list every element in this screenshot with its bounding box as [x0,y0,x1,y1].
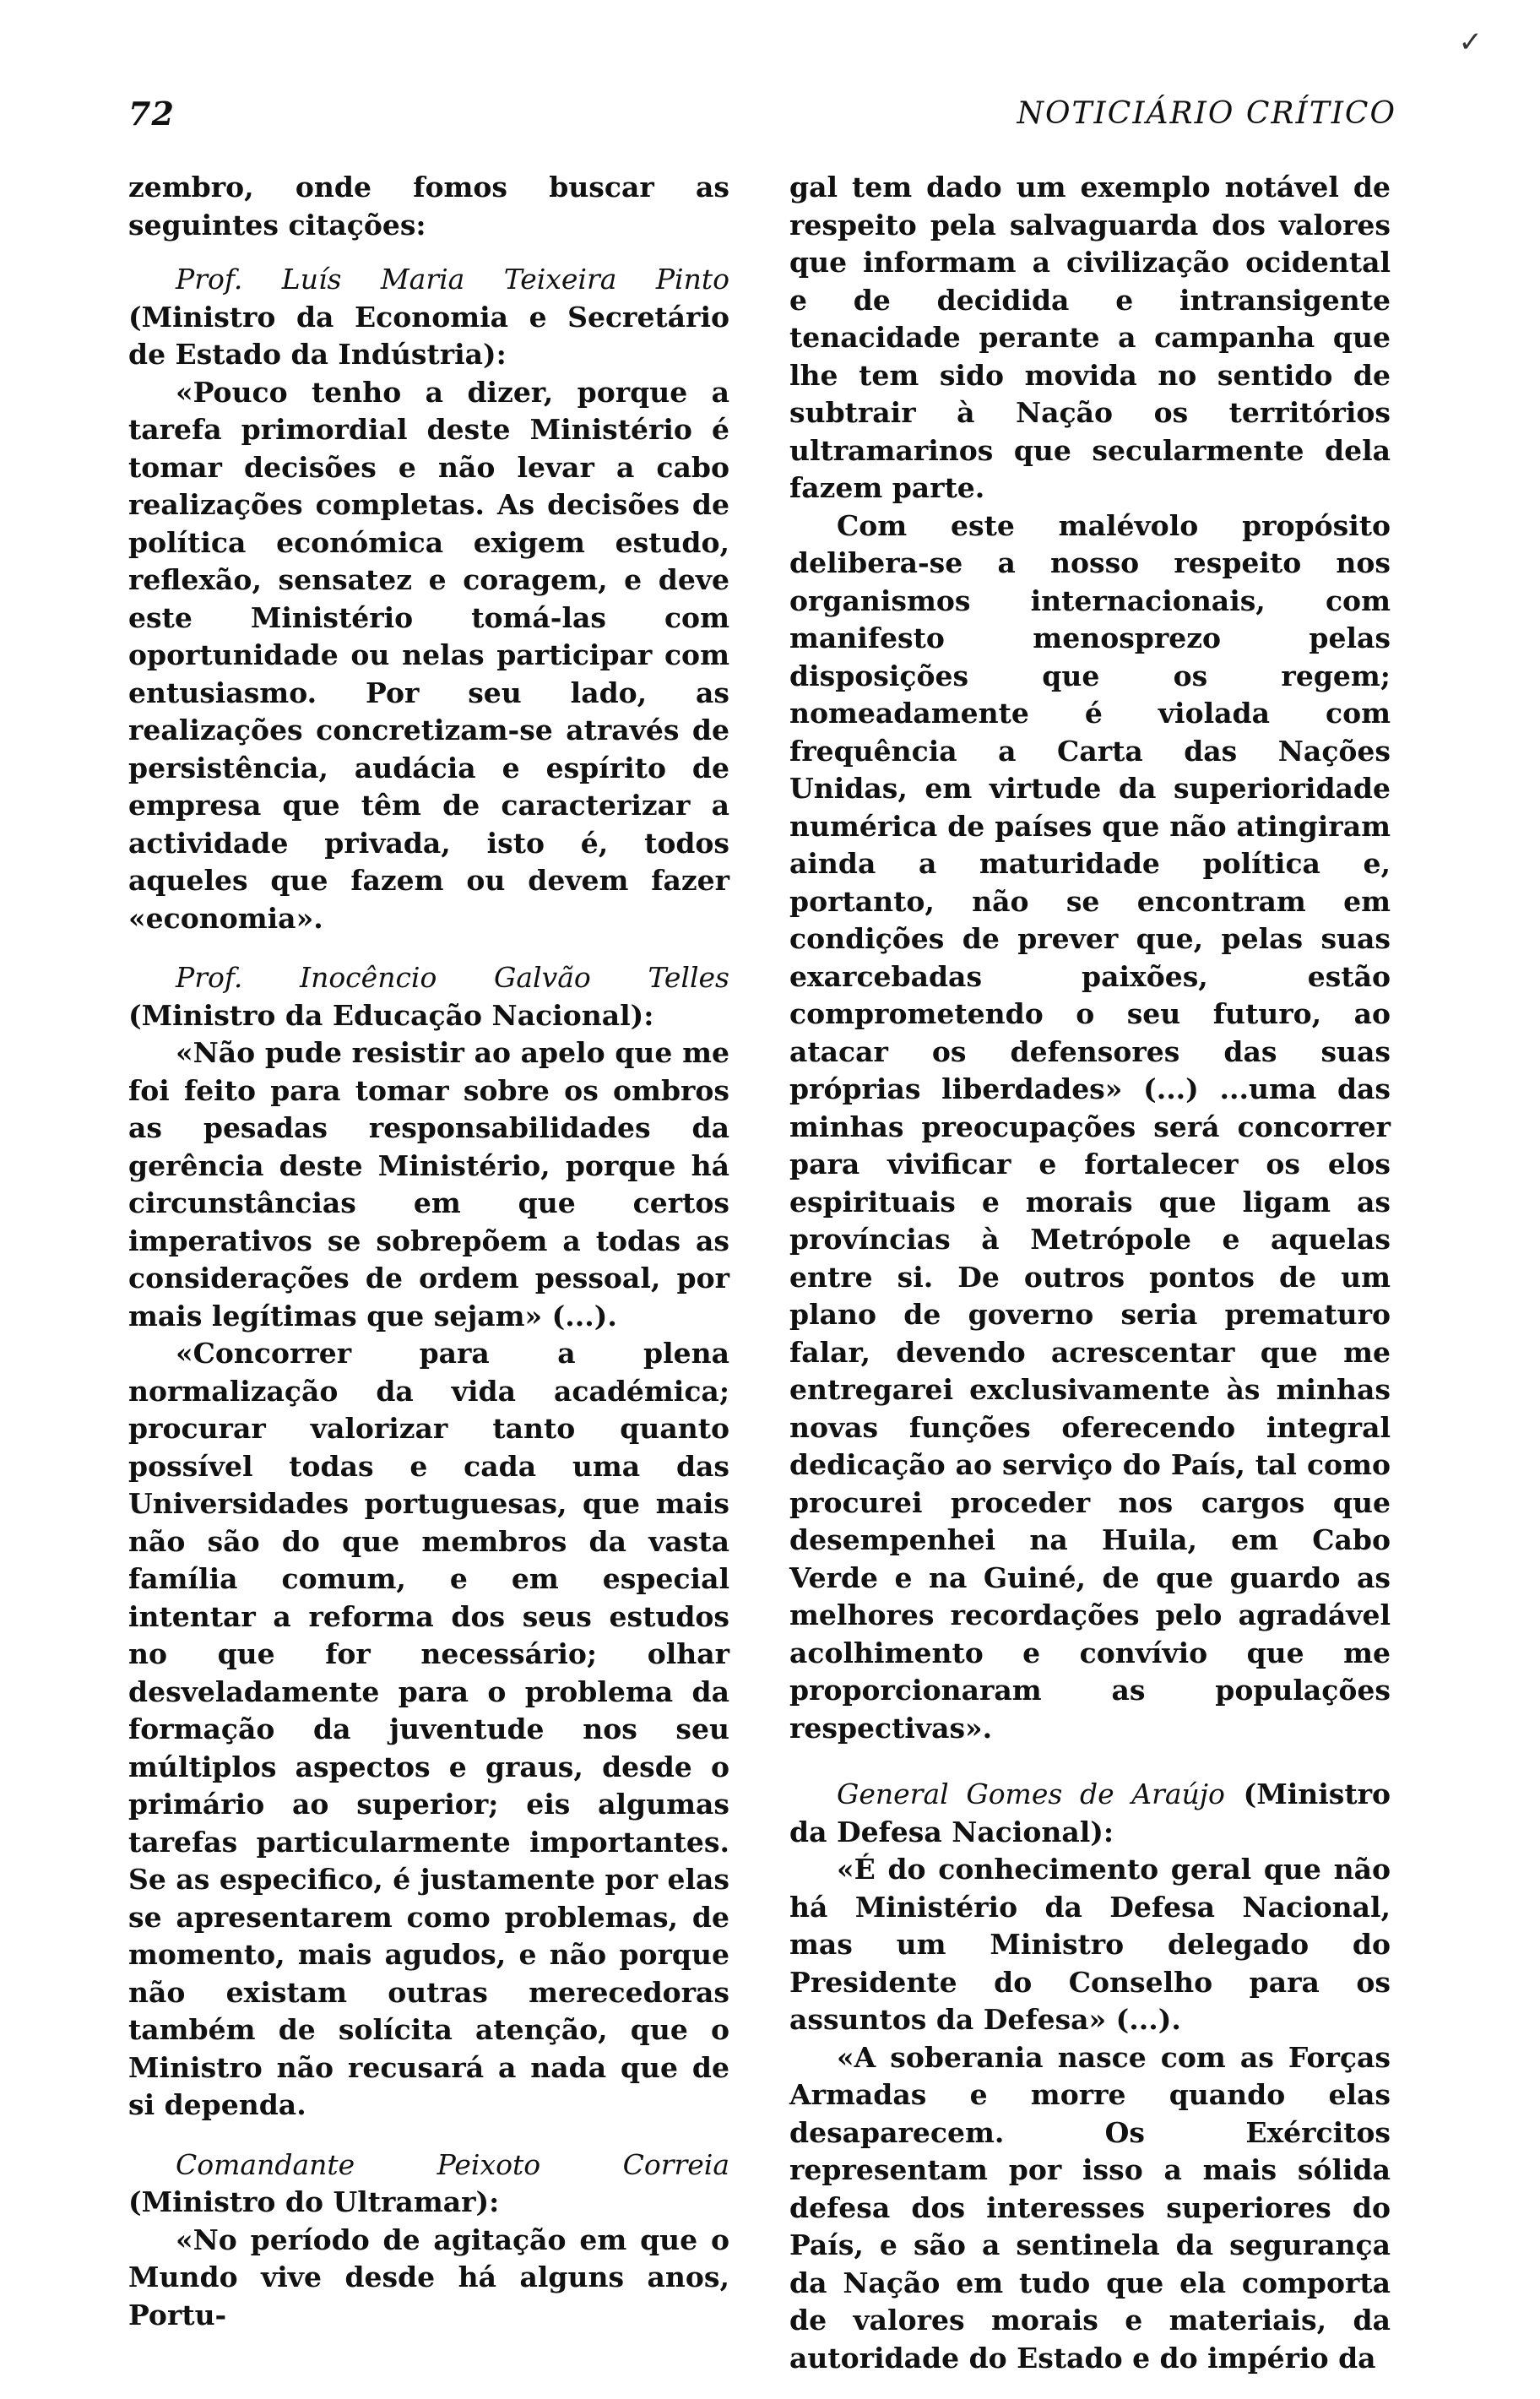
page-number: 72 [128,95,175,133]
speaker-name: General Gomes de Araújo [837,1778,1225,1810]
quote-paragraph: «Concorrer para a plena normalização da vida académica; procurar valorizar tanto quanto possível todas e cada uma das Universidades portuguesas, que mais não são do que membros da vasta família comum, e em especial intentar a reforma dos seus estudos no que for necessário; olhar desveladamente para o problema da formação da juventude nos seu múltiplos aspectos e graus, desde o primário ao superior; eis algumas tarefas particularmente importantes. Se as especifico, é justamente por elas se apresentarem como problemas, de momento, mais agudos, e não porque não existam outras merecedoras também de solícita atenção, que o Ministro não recusará a nada que de si dependa. [128,1337,729,2121]
speaker-name: Comandante Peixoto Correia [176,2147,729,2181]
speaker-heading [128,2147,729,2222]
intro-paragraph: zembro, onde fomos buscar as seguintes citações: [128,171,729,242]
speaker-role: (Ministro da Economia e Secretário de Estado da Indústria): [128,300,729,371]
entry-peixoto-correia [128,2147,729,2335]
speaker-heading [789,1776,1391,1851]
quote-paragraph: «Pouco tenho a dizer, porque a tarefa primordial deste Ministério é tomar decisões e não levar a cabo realizações completas. As decisões de política económica exigem estudo, reflexão, sensatez e coragem, e deve este Ministério tomá-las com oportunidade ou nelas participar com entusiasmo. Por seu lado, as realizações concretizam-se através de persistência, audácia e espírito de empresa que têm de caracterizar a actividade privada, isto é, todos aqueles que fazem ou devem fazer «economia». [128,375,729,935]
speaker-heading [128,959,729,1034]
quote-paragraph: «A soberania nasce com as Forças Armadas e morre quando elas desaparecem. Os Exércitos representam por isso a mais sólida defesa dos interesses superiores do País, e são a sentinela da segurança da Nação em tudo que ela comporta de valores morais e materiais, da autoridade do Estado e do império da [789,2040,1391,2375]
entry-teixeira-pinto [128,261,729,937]
running-title: NOTICIÁRIO CRÍTICO [1017,96,1396,131]
handwritten-check-mark: ✓ [1458,25,1483,59]
quote-paragraph: Com este malévolo propósito delibera-se a nosso respeito nos organismos internacionais, com manifesto menosprezo pelas disposições que os regem; nomeadamente é violada com frequência a Carta das Nações Unidas, em virtude da superioridade numérica de países que não atingiram ainda a maturidade política e, portanto, não se encontram em condições de prever que, pelas suas exarcebadas paixões, estão comprometendo o seu futuro, ao atacar os defensores das suas próprias liberdades» (...) ...uma das minhas preocupações será concorrer para vivificar e fortalecer os elos espirituais e morais que ligam as províncias à Metrópole e aquelas entre si. De outros pontos de um plano de governo seria prematuro falar, devendo acrescentar que me entregarei exclusivamente às minhas novas funções oferecendo integral dedicação ao serviço do País, tal como procurei proceder nos cargos que desempenhei na Huila, em Cabo Verde e na Guiné, de que guardo as melhores recordações pelo agradável acolhimento e convívio que me proporcionaram as populações respectivas». [789,508,1391,1745]
entry-galvao-telles [128,959,729,2125]
quote-paragraph: «Não pude resistir ao apelo que me foi feito para tomar sobre os ombros as pesadas responsabilidades da gerência deste Ministério, porque há circunstâncias em que certos imperativos se sobrepõem a todas as considerações de ordem pessoal, por mais legítimas que sejam» (...). [128,1036,729,1332]
left-column [128,169,729,2356]
speaker-name: Prof. Inocêncio Galvão Telles [176,961,729,994]
speaker-heading [128,261,729,374]
speaker-role: (Ministro do Ultramar): [128,2185,500,2218]
speaker-role: (Ministro da Educação Nacional): [128,998,654,1032]
quote-paragraph: «No período de agitação em que o Mundo vive desde há alguns anos, Portu- [128,2223,729,2331]
entry-gomes-de-araujo [789,1776,1391,2377]
speaker-role: (Ministro da Defesa Nacional): [789,1778,1391,1848]
continued-paragraph: gal tem dado um exemplo notável de respeito pela salvaguarda dos valores que informam a civilização ocidental e de decidida e intransigente tenacidade perante a campanha que lhe tem sido movida no sentido de subtrair à Nação os territórios ultramarinos que secularmente dela fazem parte. [789,171,1391,504]
speaker-name: Prof. Luís Maria Teixeira Pinto [176,263,729,296]
quote-paragraph: «É do conhecimento geral que não há Ministério da Defesa Nacional, mas um Ministro delegado do Presidente do Conselho para os assuntos da Defesa» (...). [789,1853,1391,2036]
right-column [789,169,1391,2399]
